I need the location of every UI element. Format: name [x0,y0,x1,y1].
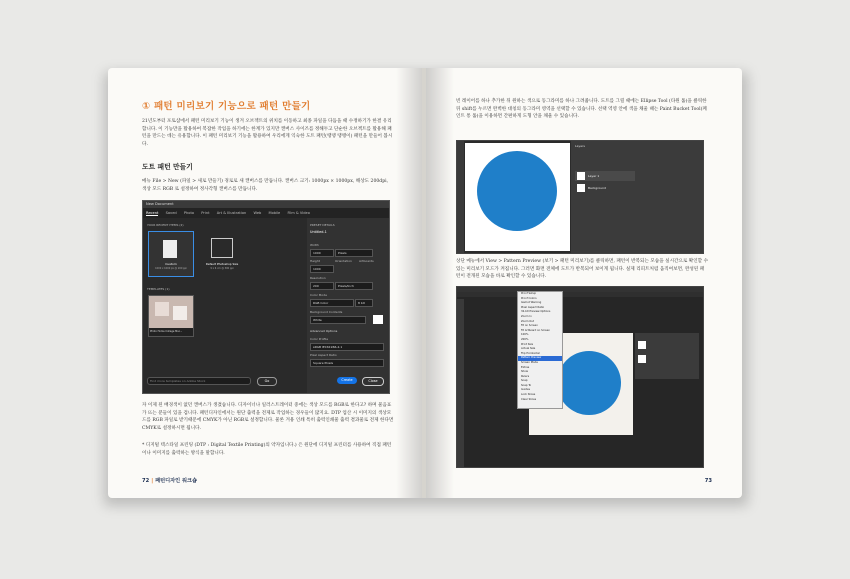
stock-search-input[interactable]: Find more templates on Adobe Stock [147,377,251,385]
view-menu-item[interactable]: Print Size [521,342,534,346]
tab-recent[interactable]: Recent [146,211,159,215]
view-menu-item[interactable]: Clear Slices [521,397,537,401]
dialog-title-bar: New Document [143,201,389,208]
view-menu-item[interactable]: Gamut Warning [521,301,542,305]
tab-film[interactable]: Film & Video [287,211,310,215]
layers-panel: Layers Layer 1 Background [571,141,703,253]
tools-panel [457,299,464,467]
view-menu-item[interactable]: 32-bit Preview Options [521,310,551,314]
view-menu-item[interactable]: Pixel Aspect Ratio [521,305,545,309]
layer-row-bg[interactable]: Background [575,183,635,193]
pattern-dot [557,351,621,415]
canvas [465,143,570,251]
page-number-right: 73 [704,478,712,484]
tab-print[interactable]: Print [201,211,210,215]
dialog-tabs [143,208,389,218]
advanced-options-toggle[interactable]: Advanced Options [310,329,338,333]
width-input[interactable]: 1000 [310,249,334,257]
view-menu-item[interactable]: 100% [521,333,529,337]
chapter-title: ① 패턴 미리보기 기능으로 패턴 만들기 [142,101,311,112]
image-icon [211,238,233,258]
view-menu-item[interactable]: Guides [521,388,530,392]
book-title: 패턴디자인 워크숍 [155,478,198,484]
recent-item-custom[interactable]: Custom 1000 x 1000 px @ 200 ppi [148,231,194,277]
options-bar [457,292,703,297]
footnote: * 디지털 텍스타일 프린팅 (DTP : Digital Textile Printing)의 약자입니다.) 은 원단에 디지털 프린터를 사용하여 직접 패턴이나 이미지를 출력하는 방식을 말합니다. [142,443,392,456]
resolution-input[interactable]: 200 [310,282,334,290]
view-menu [517,291,563,409]
tab-art[interactable]: Art & Illustration [216,211,247,215]
height-input[interactable]: 1000 [310,265,334,273]
toolbar [457,141,464,253]
new-document-dialog [142,200,390,394]
body-paragraph: 자 이제 된 배경색이 없던 캔버스가 생겼습니다. 디자이너나 일러스트레이터 중에는 색상 모드를 RGB로 한다고? 하며 물음표가 뜨는 분들이 있을 겁니다. 패턴디자인에서는 원단 출력을 전제로 작업하는 경우들이 많지요. DTP 업산 시 이미지의 색상모드를 RGB 파일로 받기때문에 CMYK가 아닌 RGB로 설정합니다. 물론 겨용 인쇄 특히 출력인쇄물 출력 결과물로 전제 한다면 CMYK로 설정하시면 됩니다. [142,403,394,431]
tab-saved[interactable]: Saved [165,211,177,215]
view-menu-item[interactable]: Snap To [521,383,532,387]
section-heading: 도트 패턴 만들기 [142,163,193,171]
background-select[interactable]: White [310,316,366,324]
view-menu-item[interactable]: Fit Artboard on Screen [521,328,551,332]
intro-paragraph: 21년도부터 포토샵에서 패턴 미리보기 기능이 생겨 오브젝트의 위치를 이동하고 최종 파일을 다듬을 때 수정하기가 한결 유리합니다. 이 기능만을 활용하여 복잡한 작업을 하기에는 한계가 있지만 캔버스 사이즈를 정해두고 단순한 오브젝트를 활용해 패턴을 만드는 데는 유용합니다. 이 패턴 미리보기 기능을 활용하여 우리에게 익숙한 도트 패턴(땡땡 땡땡이) 패턴을 만들어 봅시다. [142,119,393,147]
view-menu-item[interactable]: Snap [521,379,528,383]
close-button[interactable]: Close [362,377,384,386]
open-book [108,68,742,498]
view-menu-item[interactable]: Flip Horizontal [521,351,540,355]
right-mid-paragraph: 상단 메뉴에서 View > Pattern Preview (보기 > 패턴 미리보기)를 클릭하면, 패턴이 반복되는 모습을 실시간으로 확인할 수 있는 미리보기 모드가 켜집니다. 그러면 화면 전체에 도트가 반복되어 보이게 됩니다. 실제 리피트처럼 움직여보면, 완성된 패턴이 전개된 모습을 바로 확인할 수 있습니다. [456,259,709,280]
color-profile-select[interactable]: sRGB IEC61966-2.1 [310,343,384,351]
layers-panel-2 [635,333,699,379]
page-number-left: 72 [142,478,150,484]
templates-label: TEMPLATES (1) [147,287,170,291]
view-menu-item[interactable]: Pattern Preview [518,356,562,361]
tab-web[interactable]: Web [253,211,262,215]
left-footer: 72 | 패턴디자인 워크숍 [142,478,198,484]
step-paragraph: 메뉴 File > New (파일 > 새로 만들기) 경로로 새 캔버스를 만듭니다. 캔버스 크기: 1000px × 1000px, 해상도 200dpi, 색상 모드 RGB 로 설정하여 정사각형 캔버스를 만듭니다. [142,179,389,192]
photoshop-screenshot-view-menu [456,286,704,468]
view-menu-item[interactable]: Fit on Screen [521,324,538,328]
blue-dot [477,151,557,231]
tab-photo[interactable]: Photo [183,211,195,215]
view-menu-item[interactable]: Proof Colors [521,296,537,300]
view-menu-item[interactable]: Show [521,370,528,374]
create-button[interactable]: Create [337,377,357,384]
preset-details-panel: PRESET DETAILS Untitled-1 Width 1000 Pixels Height 1000 Orientation Artboards Resolution 200 Pixels/Inch Color Mode RGB Color 8 bit Background Contents White Advanced Options Color Profile sRGB IEC61966-2.1 Pixel Aspect Ratio Square Pixels Create Close [307,218,389,393]
right-top-paragraph: 빈 레이어를 하나 추가한 뒤 원하는 색으로 동그라미를 하나 그려줍니다. 도트를 그릴 때에는 Ellipse Tool (타원 툴)을 클릭한 뒤 shift를 누르면 완벽한 대칭의 동그라미 영역을 선택할 수 있습니다. 선택 역영 안에 색을 채울 때는 Paint Bucket Tool(페인트 통 툴)을 이용하면 간편하게 도형 안을 채울 수 있습니다. [456,99,707,120]
width-unit-select[interactable]: Pixels [335,249,373,257]
bit-depth-select[interactable]: 8 bit [355,299,373,307]
view-menu-item[interactable]: 200% [521,337,529,341]
background-swatch[interactable] [373,315,383,324]
view-menu-item[interactable]: Zoom Out [521,319,535,323]
recent-label: YOUR RECENT ITEMS (2) [147,223,184,227]
left-page [108,68,424,498]
view-menu-item[interactable]: Actual Size [521,347,536,351]
view-menu-item[interactable]: Proof Setup [521,292,536,295]
go-button[interactable]: Go [257,377,277,386]
view-menu-item[interactable]: Screen Mode [521,360,538,364]
recent-item-default[interactable]: Default Photoshop Size 9 x 6 cm @ 300 ppi [199,231,245,277]
document-icon [163,240,177,258]
template-item[interactable]: Photo Home Collage Moo... [148,295,194,337]
layer-row-1[interactable]: Layer 1 [575,171,635,181]
photoshop-screenshot-dot [456,140,704,254]
view-menu-item[interactable]: Extras [521,365,530,369]
pixel-aspect-select[interactable]: Square Pixels [310,359,384,367]
view-menu-item[interactable]: Rulers [521,374,530,378]
right-page [426,68,742,498]
resolution-unit-select[interactable]: Pixels/Inch [335,282,373,290]
preset-name[interactable]: Untitled-1 [310,230,327,234]
tab-mobile[interactable]: Mobile [268,211,281,215]
view-menu-item[interactable]: Zoom In [521,314,532,318]
view-menu-item[interactable]: Lock Slices [521,393,536,397]
color-mode-select[interactable]: RGB Color [310,299,354,307]
